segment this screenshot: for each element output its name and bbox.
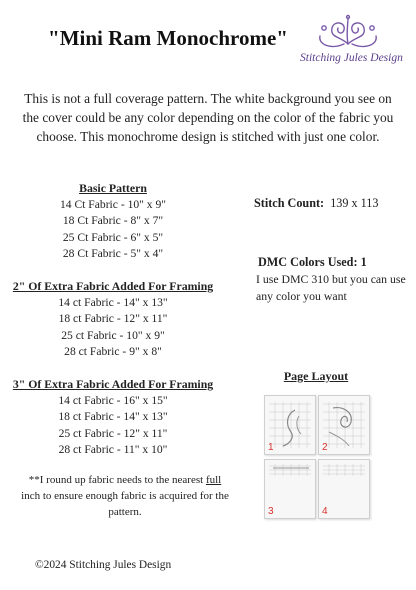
list-item: 28 ct Fabric - 9" x 8" (64, 345, 162, 359)
list-item: 14 ct Fabric - 16" x 15" (58, 393, 168, 407)
list-item: 14 Ct Fabric - 10" x 9" (59, 197, 167, 211)
list-item: 25 ct Fabric - 10" x 9" (61, 328, 165, 342)
basic-pattern-section (8, 180, 218, 263)
note-underlined: full (205, 474, 222, 486)
page-layout-thumbnails (262, 395, 372, 520)
copyright: ©2024 Stitching Jules Design (35, 559, 172, 571)
page-thumbnail (264, 395, 316, 455)
extra-3-section (8, 376, 218, 459)
page-thumbnail (318, 459, 370, 519)
list-item: 25 ct Fabric - 12" x 11" (58, 426, 168, 440)
intro-paragraph: This is not a full coverage pattern. The white background you see on the cover could be any color depending on the color of the fabric you choose. This monochrome design is stitched with just one color. (22, 91, 394, 144)
extra-2-heading: 2" Of Extra Fabric Added For Framing (12, 279, 214, 293)
dmc-colors-text: I use DMC 310 but you can use any color you want (256, 272, 406, 303)
dmc-colors-heading: DMC Colors Used: 1 (258, 255, 367, 269)
basic-pattern-heading: Basic Pattern (79, 181, 147, 195)
list-item: 25 Ct Fabric - 6" x 5" (62, 230, 164, 244)
page-thumbnail (318, 395, 370, 455)
page-layout-heading: Page Layout (283, 369, 349, 383)
stitch-count (254, 196, 379, 211)
list-item: 18 Ct Fabric - 8" x 7" (62, 214, 164, 228)
fabric-note (20, 472, 230, 520)
page-number: 4 (322, 506, 328, 517)
list-item: 28 Ct Fabric - 5" x 4" (62, 247, 164, 261)
stitch-count-value: 139 x 113 (330, 196, 379, 210)
list-item: 14 ct Fabric - 14" x 13" (58, 295, 168, 309)
page-thumbnail (264, 459, 316, 519)
note-prefix: **I round up fabric needs to the nearest (28, 474, 206, 486)
brand-name: Stitching Jules Design (300, 52, 403, 64)
note-suffix: inch to ensure enough fabric is acquired for the pattern. (21, 490, 229, 518)
stitch-count-label: Stitch Count: (254, 196, 325, 210)
extra-3-heading: 3" Of Extra Fabric Added For Framing (12, 377, 214, 391)
list-item: 18 ct Fabric - 12" x 11" (58, 312, 168, 326)
extra-2-section (8, 278, 218, 361)
page-number: 2 (322, 442, 328, 453)
list-item: 28 ct Fabric - 11" x 10" (58, 443, 168, 457)
page-number: 1 (268, 442, 274, 453)
list-item: 18 ct Fabric - 14" x 13" (58, 410, 168, 424)
page-number: 3 (268, 506, 274, 517)
page-title: "Mini Ram Monochrome" (48, 26, 288, 50)
